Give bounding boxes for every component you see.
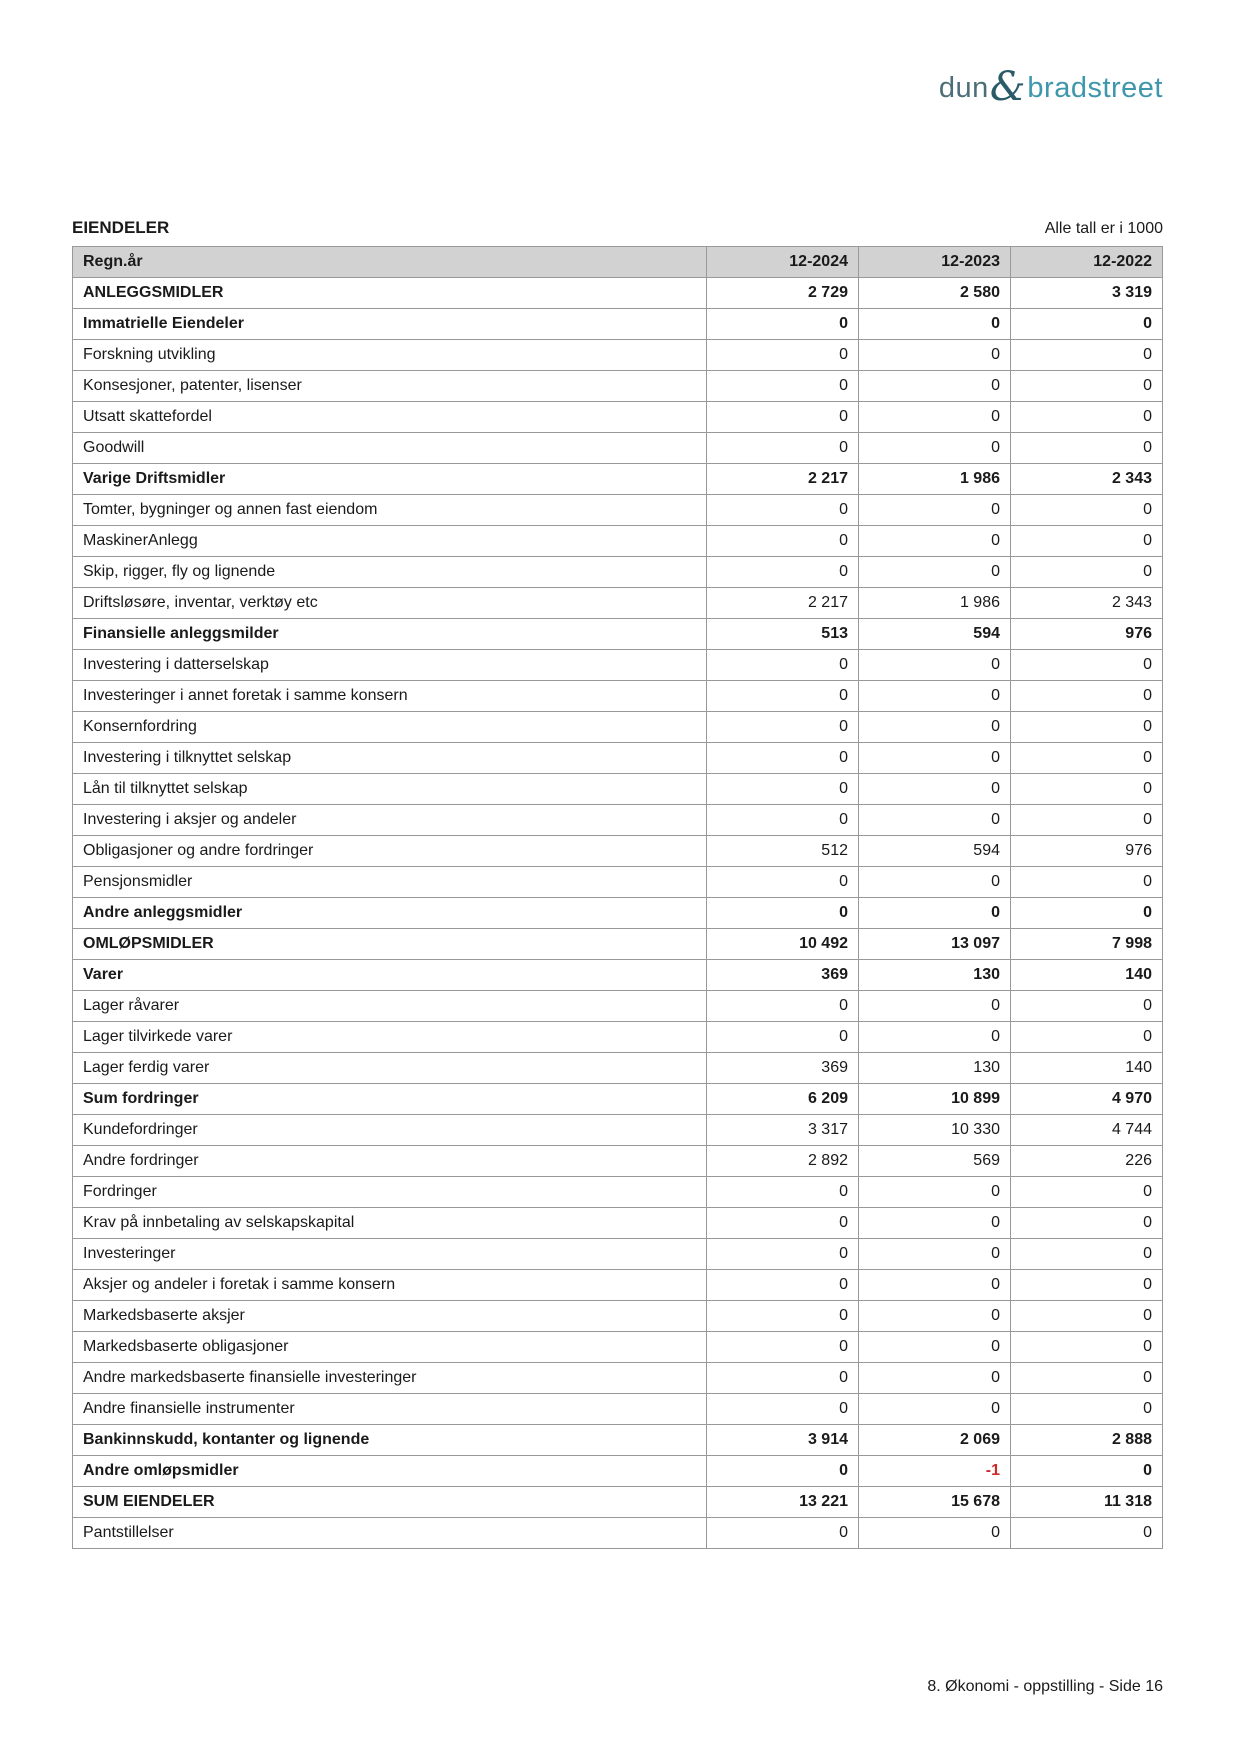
table-row: [73, 836, 1163, 867]
row-value: 0: [859, 526, 1011, 557]
row-value: 0: [1011, 309, 1163, 340]
row-value: 0: [859, 743, 1011, 774]
row-value: 0: [859, 1208, 1011, 1239]
row-value: 0: [859, 1518, 1011, 1549]
row-label: Markedsbaserte obligasjoner: [73, 1332, 707, 1363]
row-value: 0: [1011, 340, 1163, 371]
row-value: 0: [1011, 1022, 1163, 1053]
row-label: Andre markedsbaserte finansielle investeringer: [73, 1363, 707, 1394]
units-note: Alle tall er i 1000: [1044, 220, 1163, 237]
row-value: 11 318: [1011, 1487, 1163, 1518]
table-row: [73, 1084, 1163, 1115]
row-value: 0: [859, 1270, 1011, 1301]
row-label: Varer: [73, 960, 707, 991]
row-value: 0: [1011, 1394, 1163, 1425]
row-label: Investering i tilknyttet selskap: [73, 743, 707, 774]
row-value: 1 986: [859, 588, 1011, 619]
row-value: 0: [707, 340, 859, 371]
column-header-2022: 12-2022: [1011, 247, 1163, 278]
row-label: Fordringer: [73, 1177, 707, 1208]
row-value: 0: [707, 1177, 859, 1208]
row-value: 0: [707, 1394, 859, 1425]
table-row: [73, 557, 1163, 588]
row-value: 3 319: [1011, 278, 1163, 309]
logo-row: [72, 64, 1163, 120]
row-label: SUM EIENDELER: [73, 1487, 707, 1518]
row-value: 7 998: [1011, 929, 1163, 960]
row-value: 0: [1011, 1239, 1163, 1270]
row-value: 140: [1011, 960, 1163, 991]
row-value: 0: [1011, 526, 1163, 557]
row-value: 0: [707, 495, 859, 526]
row-value: 0: [1011, 743, 1163, 774]
row-value: 0: [1011, 1456, 1163, 1487]
row-label: Lån til tilknyttet selskap: [73, 774, 707, 805]
row-label: Investeringer: [73, 1239, 707, 1270]
row-label: Krav på innbetaling av selskapskapital: [73, 1208, 707, 1239]
row-value: 594: [859, 836, 1011, 867]
row-value: 0: [1011, 1301, 1163, 1332]
row-value: 6 209: [707, 1084, 859, 1115]
row-value: 569: [859, 1146, 1011, 1177]
column-header-2023: 12-2023: [859, 247, 1011, 278]
row-label: Markedsbaserte aksjer: [73, 1301, 707, 1332]
row-value: 3 914: [707, 1425, 859, 1456]
row-value: 0: [1011, 557, 1163, 588]
row-value: 0: [1011, 1270, 1163, 1301]
row-value: 0: [707, 526, 859, 557]
row-value: 0: [1011, 1332, 1163, 1363]
row-value: 0: [1011, 991, 1163, 1022]
table-row: [73, 1208, 1163, 1239]
row-value: 0: [707, 898, 859, 929]
table-row: [73, 1363, 1163, 1394]
row-value: 0: [707, 1270, 859, 1301]
row-value: 130: [859, 960, 1011, 991]
table-row: [73, 991, 1163, 1022]
row-value: 2 343: [1011, 588, 1163, 619]
row-value: 369: [707, 960, 859, 991]
row-label: Tomter, bygninger og annen fast eiendom: [73, 495, 707, 526]
row-value: 0: [859, 1022, 1011, 1053]
row-value: 0: [707, 681, 859, 712]
table-row: [73, 1115, 1163, 1146]
row-label: Goodwill: [73, 433, 707, 464]
row-value: 0: [707, 1239, 859, 1270]
row-value: 0: [707, 743, 859, 774]
assets-table-header: [73, 247, 1163, 278]
row-value: 0: [1011, 774, 1163, 805]
table-row: [73, 402, 1163, 433]
header-row: [73, 247, 1163, 278]
row-value: 2 069: [859, 1425, 1011, 1456]
row-value: 0: [859, 898, 1011, 929]
table-row: [73, 681, 1163, 712]
row-label: Utsatt skattefordel: [73, 402, 707, 433]
row-value: 0: [1011, 898, 1163, 929]
row-value: 0: [859, 402, 1011, 433]
row-label: Pantstillelser: [73, 1518, 707, 1549]
table-row: [73, 1177, 1163, 1208]
row-value: 0: [859, 681, 1011, 712]
table-row: [73, 1053, 1163, 1084]
table-row: [73, 1394, 1163, 1425]
logo-text-dun: dun: [938, 72, 989, 104]
row-value: 4 744: [1011, 1115, 1163, 1146]
row-value: 13 221: [707, 1487, 859, 1518]
row-value: 0: [859, 340, 1011, 371]
row-value: 130: [859, 1053, 1011, 1084]
row-value: 2 217: [707, 464, 859, 495]
table-row: [73, 743, 1163, 774]
table-row: [73, 1270, 1163, 1301]
table-row: [73, 495, 1163, 526]
row-label: Investering i datterselskap: [73, 650, 707, 681]
row-value: 2 888: [1011, 1425, 1163, 1456]
row-value: 2 217: [707, 588, 859, 619]
row-value: 0: [859, 495, 1011, 526]
row-value: 976: [1011, 836, 1163, 867]
row-value: 0: [859, 371, 1011, 402]
row-value: 0: [859, 557, 1011, 588]
row-label: Konsernfordring: [73, 712, 707, 743]
page-footer: 8. Økonomi - oppstilling - Side 16: [927, 1678, 1163, 1695]
row-value: 0: [859, 1394, 1011, 1425]
table-row: [73, 619, 1163, 650]
row-value: 0: [859, 650, 1011, 681]
row-label: Pensjonsmidler: [73, 867, 707, 898]
row-value: 0: [1011, 805, 1163, 836]
row-value: 15 678: [859, 1487, 1011, 1518]
table-row: [73, 1239, 1163, 1270]
row-value: 0: [707, 774, 859, 805]
table-row: [73, 526, 1163, 557]
table-row: [73, 867, 1163, 898]
row-value: 0: [859, 774, 1011, 805]
table-row: [73, 1301, 1163, 1332]
table-row: [73, 371, 1163, 402]
table-row: [73, 278, 1163, 309]
row-value: 594: [859, 619, 1011, 650]
row-value: 0: [1011, 1177, 1163, 1208]
row-label: Konsesjoner, patenter, lisenser: [73, 371, 707, 402]
row-value: 2 343: [1011, 464, 1163, 495]
row-value: 0: [859, 309, 1011, 340]
row-value: 0: [859, 712, 1011, 743]
row-value: 0: [707, 1456, 859, 1487]
row-label: Varige Driftsmidler: [73, 464, 707, 495]
table-row: [73, 433, 1163, 464]
row-label: Lager råvarer: [73, 991, 707, 1022]
row-value: 513: [707, 619, 859, 650]
row-value: 10 899: [859, 1084, 1011, 1115]
row-value: 226: [1011, 1146, 1163, 1177]
table-row: [73, 340, 1163, 371]
row-value: 0: [1011, 1518, 1163, 1549]
row-value: 976: [1011, 619, 1163, 650]
row-value: 0: [707, 371, 859, 402]
row-value: 0: [1011, 495, 1163, 526]
logo-text-bradstreet: bradstreet: [1027, 72, 1163, 104]
table-row: [73, 712, 1163, 743]
row-value: 13 097: [859, 929, 1011, 960]
row-value: 2 892: [707, 1146, 859, 1177]
table-row: [73, 1022, 1163, 1053]
row-value: 1 986: [859, 464, 1011, 495]
row-label: Andre anleggsmidler: [73, 898, 707, 929]
row-value: 0: [707, 402, 859, 433]
table-row: [73, 588, 1163, 619]
table-row: [73, 774, 1163, 805]
row-label: Sum fordringer: [73, 1084, 707, 1115]
row-label: Forskning utvikling: [73, 340, 707, 371]
row-value: 512: [707, 836, 859, 867]
row-value: 0: [1011, 433, 1163, 464]
row-value: 0: [1011, 1208, 1163, 1239]
row-value: 140: [1011, 1053, 1163, 1084]
row-value: 0: [859, 1363, 1011, 1394]
row-label: Andre fordringer: [73, 1146, 707, 1177]
row-value: 2 580: [859, 278, 1011, 309]
row-value: 0: [707, 1022, 859, 1053]
row-value: -1: [859, 1456, 1011, 1487]
row-label: OMLØPSMIDLER: [73, 929, 707, 960]
row-value: 0: [707, 650, 859, 681]
table-row: [73, 650, 1163, 681]
row-value: 3 317: [707, 1115, 859, 1146]
row-value: 0: [707, 309, 859, 340]
row-value: 0: [707, 712, 859, 743]
row-value: 0: [707, 1301, 859, 1332]
assets-table: [72, 246, 1163, 1549]
row-value: 0: [859, 1301, 1011, 1332]
row-value: 0: [859, 1239, 1011, 1270]
table-row: [73, 1518, 1163, 1549]
title-row: [72, 218, 1163, 238]
row-value: 0: [1011, 402, 1163, 433]
row-value: 0: [707, 805, 859, 836]
row-label: Investeringer i annet foretak i samme konsern: [73, 681, 707, 712]
row-value: 0: [1011, 712, 1163, 743]
table-row: [73, 1146, 1163, 1177]
row-value: 0: [859, 867, 1011, 898]
page-title: EIENDELER: [72, 218, 170, 237]
table-row: [73, 1456, 1163, 1487]
row-value: 0: [707, 1518, 859, 1549]
row-label: Investering i aksjer og andeler: [73, 805, 707, 836]
table-row: [73, 309, 1163, 340]
row-value: 0: [1011, 681, 1163, 712]
row-label: ANLEGGSMIDLER: [73, 278, 707, 309]
row-value: 4 970: [1011, 1084, 1163, 1115]
row-value: 10 330: [859, 1115, 1011, 1146]
row-value: 0: [707, 557, 859, 588]
row-value: 0: [859, 1177, 1011, 1208]
row-label: Driftsløsøre, inventar, verktøy etc: [73, 588, 707, 619]
row-value: 0: [707, 1363, 859, 1394]
row-value: 0: [707, 991, 859, 1022]
row-label: Immatrielle Eiendeler: [73, 309, 707, 340]
row-value: 0: [1011, 1363, 1163, 1394]
row-label: Lager tilvirkede varer: [73, 1022, 707, 1053]
row-label: Aksjer og andeler i foretak i samme konsern: [73, 1270, 707, 1301]
row-label: MaskinerAnlegg: [73, 526, 707, 557]
row-value: 0: [707, 867, 859, 898]
row-label: Bankinnskudd, kontanter og lignende: [73, 1425, 707, 1456]
row-value: 10 492: [707, 929, 859, 960]
row-value: 0: [707, 1332, 859, 1363]
row-value: 2 729: [707, 278, 859, 309]
table-row: [73, 805, 1163, 836]
row-label: Obligasjoner og andre fordringer: [73, 836, 707, 867]
table-row: [73, 1332, 1163, 1363]
row-value: 0: [707, 1208, 859, 1239]
row-value: 0: [1011, 650, 1163, 681]
row-label: Skip, rigger, fly og lignende: [73, 557, 707, 588]
row-label: Andre finansielle instrumenter: [73, 1394, 707, 1425]
column-header-regnaar: Regn.år: [73, 247, 707, 278]
table-row: [73, 1425, 1163, 1456]
row-value: 0: [1011, 867, 1163, 898]
table-row: [73, 898, 1163, 929]
row-label: Kundefordringer: [73, 1115, 707, 1146]
row-value: 0: [1011, 371, 1163, 402]
row-value: 0: [859, 433, 1011, 464]
table-row: [73, 960, 1163, 991]
row-value: 369: [707, 1053, 859, 1084]
row-label: Lager ferdig varer: [73, 1053, 707, 1084]
row-value: 0: [859, 805, 1011, 836]
assets-table-body: [73, 278, 1163, 1549]
row-label: Finansielle anleggsmilder: [73, 619, 707, 650]
row-label: Andre omløpsmidler: [73, 1456, 707, 1487]
column-header-2024: 12-2024: [707, 247, 859, 278]
dun-bradstreet-logo: dun & bradstreet: [938, 64, 1163, 110]
row-value: 0: [859, 991, 1011, 1022]
row-value: 0: [707, 433, 859, 464]
row-value: 0: [859, 1332, 1011, 1363]
table-row: [73, 1487, 1163, 1518]
table-row: [73, 464, 1163, 495]
table-row: [73, 929, 1163, 960]
